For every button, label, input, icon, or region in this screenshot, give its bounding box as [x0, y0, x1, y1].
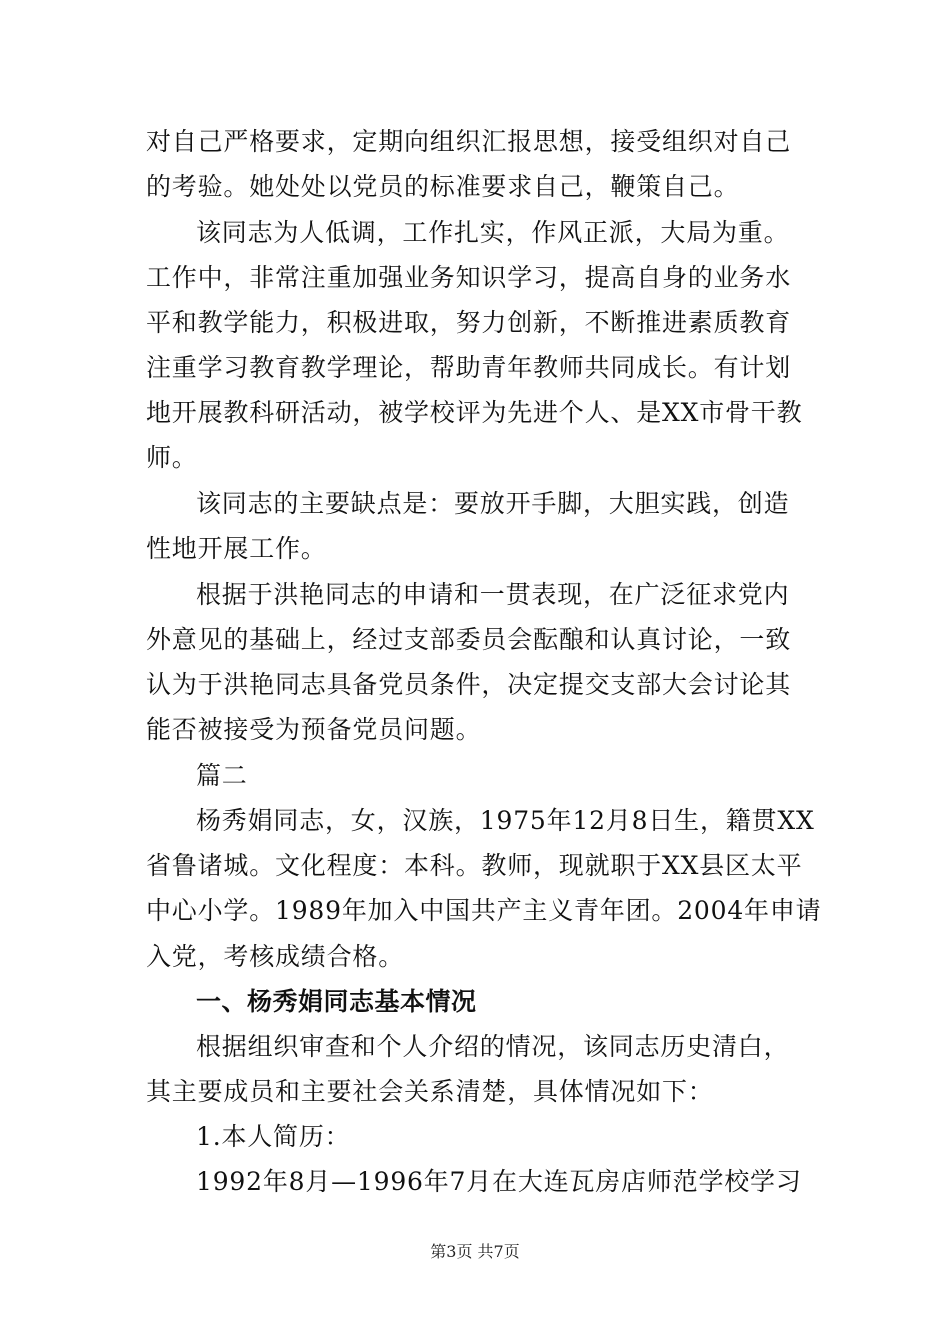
list-item-heading: 1.本人简历： — [196, 1122, 351, 1151]
body-text-line: 省鲁诸城。文化程度：本科。教师，现就职于XX县区太平 — [146, 851, 803, 880]
body-text-line: 师。 — [146, 443, 198, 472]
body-text-line: 地开展教科研活动，被学校评为先进个人、是XX市骨干教 — [146, 398, 803, 427]
page-footer: 第3页 共7页 — [430, 1242, 520, 1261]
body-text-line: 平和教学能力，积极进取，努力创新，不断推进素质教育 — [146, 308, 792, 337]
section-heading: 一、杨秀娟同志基本情况 — [196, 987, 477, 1016]
paragraph-start-line: 根据于洪艳同志的申请和一贯表现，在广泛征求党内 — [196, 580, 790, 609]
body-text-line: 入党，考核成绩合格。 — [146, 942, 405, 971]
paragraph-start-line: 该同志的主要缺点是：要放开手脚，大胆实践，创造 — [196, 489, 790, 518]
body-text-line: 能否被接受为预备党员问题。 — [146, 715, 482, 744]
paragraph-start-line: 根据组织审查和个人介绍的情况，该同志历史清白， — [196, 1032, 790, 1061]
resume-entry: 1992年8月—1996年7月在大连瓦房店师范学校学习 — [196, 1167, 802, 1196]
body-text-line: 性地开展工作。 — [146, 534, 327, 563]
body-text-line: 中心小学。1989年加入中国共产主义青年团。2004年申请 — [146, 896, 822, 925]
body-text-line: 外意见的基础上，经过支部委员会酝酿和认真讨论，一致 — [146, 625, 792, 654]
body-text-line: 的考验。她处处以党员的标准要求自己，鞭策自己。 — [146, 172, 740, 201]
body-text-line: 工作中，非常注重加强业务知识学习，提高自身的业务水 — [146, 263, 792, 292]
section-label: 篇二 — [196, 761, 248, 790]
paragraph-start-line: 杨秀娟同志，女，汉族，1975年12月8日生，籍贯XX — [196, 806, 815, 835]
body-text-line: 其主要成员和主要社会关系清楚，具体情况如下： — [146, 1077, 714, 1106]
body-text-line: 认为于洪艳同志具备党员条件，决定提交支部大会讨论其 — [146, 670, 792, 699]
body-text-line: 注重学习教育教学理论，帮助青年教师共同成长。有计划 — [146, 353, 792, 382]
paragraph-start-line: 该同志为人低调，工作扎实，作风正派，大局为重。 — [196, 218, 790, 247]
body-text-line: 对自己严格要求，定期向组织汇报思想，接受组织对自己 — [146, 127, 792, 156]
